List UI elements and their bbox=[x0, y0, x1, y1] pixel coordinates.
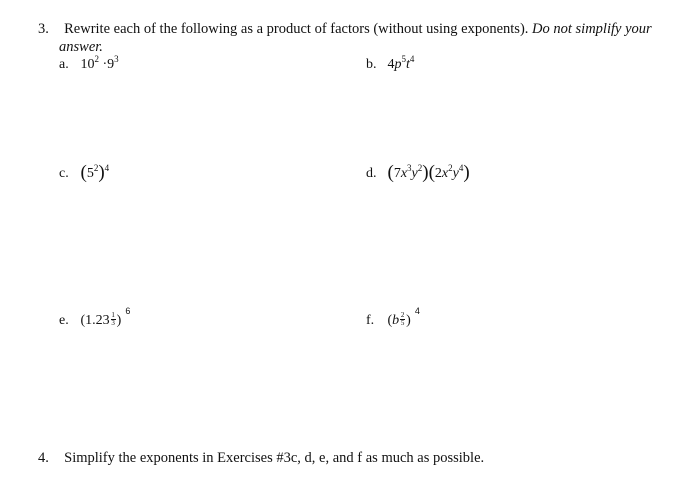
question-number: 3. bbox=[38, 21, 49, 37]
question-instruction: Do not simplify your bbox=[532, 21, 652, 37]
question-instruction-cont: answer. bbox=[59, 39, 103, 55]
question-number: 4. bbox=[38, 450, 49, 466]
item-label: d. bbox=[366, 166, 377, 181]
math-expression: $4p^5t^4$ bbox=[387, 54, 415, 72]
math-expression: (1.23 $\frac{1}{3}$ )$^6$ bbox=[80, 306, 131, 328]
item-f bbox=[366, 306, 420, 329]
item-c bbox=[59, 161, 109, 183]
item-b bbox=[366, 54, 415, 73]
question-4 bbox=[38, 449, 484, 467]
item-d bbox=[366, 161, 470, 183]
math-expression: $(7x^3y^2)(2x^2y^4)$ bbox=[387, 162, 470, 183]
item-label: e. bbox=[59, 313, 69, 328]
item-a bbox=[59, 54, 119, 73]
question-text: Rewrite each of the following as a product of factors (without using exponents). bbox=[64, 21, 529, 37]
fraction-exponent: $\frac{2}{5}$ bbox=[400, 311, 405, 327]
item-label: b. bbox=[366, 57, 377, 72]
math-expression: $(5^2)^4$ bbox=[80, 162, 110, 183]
math-expression: (b $\frac{2}{5}$ )$^4$ bbox=[387, 306, 420, 328]
math-expression: $10^2 \cdot 9^3$ bbox=[80, 54, 119, 72]
question-text: Simplify the exponents in Exercises #3c, d, e, and f as much as possible. bbox=[64, 450, 485, 466]
item-e bbox=[59, 306, 131, 329]
question-3 bbox=[38, 20, 652, 38]
item-label: a. bbox=[59, 57, 69, 72]
item-label: f. bbox=[366, 313, 375, 328]
item-label: c. bbox=[59, 166, 69, 181]
fraction-exponent: $\frac{1}{3}$ bbox=[111, 311, 115, 327]
